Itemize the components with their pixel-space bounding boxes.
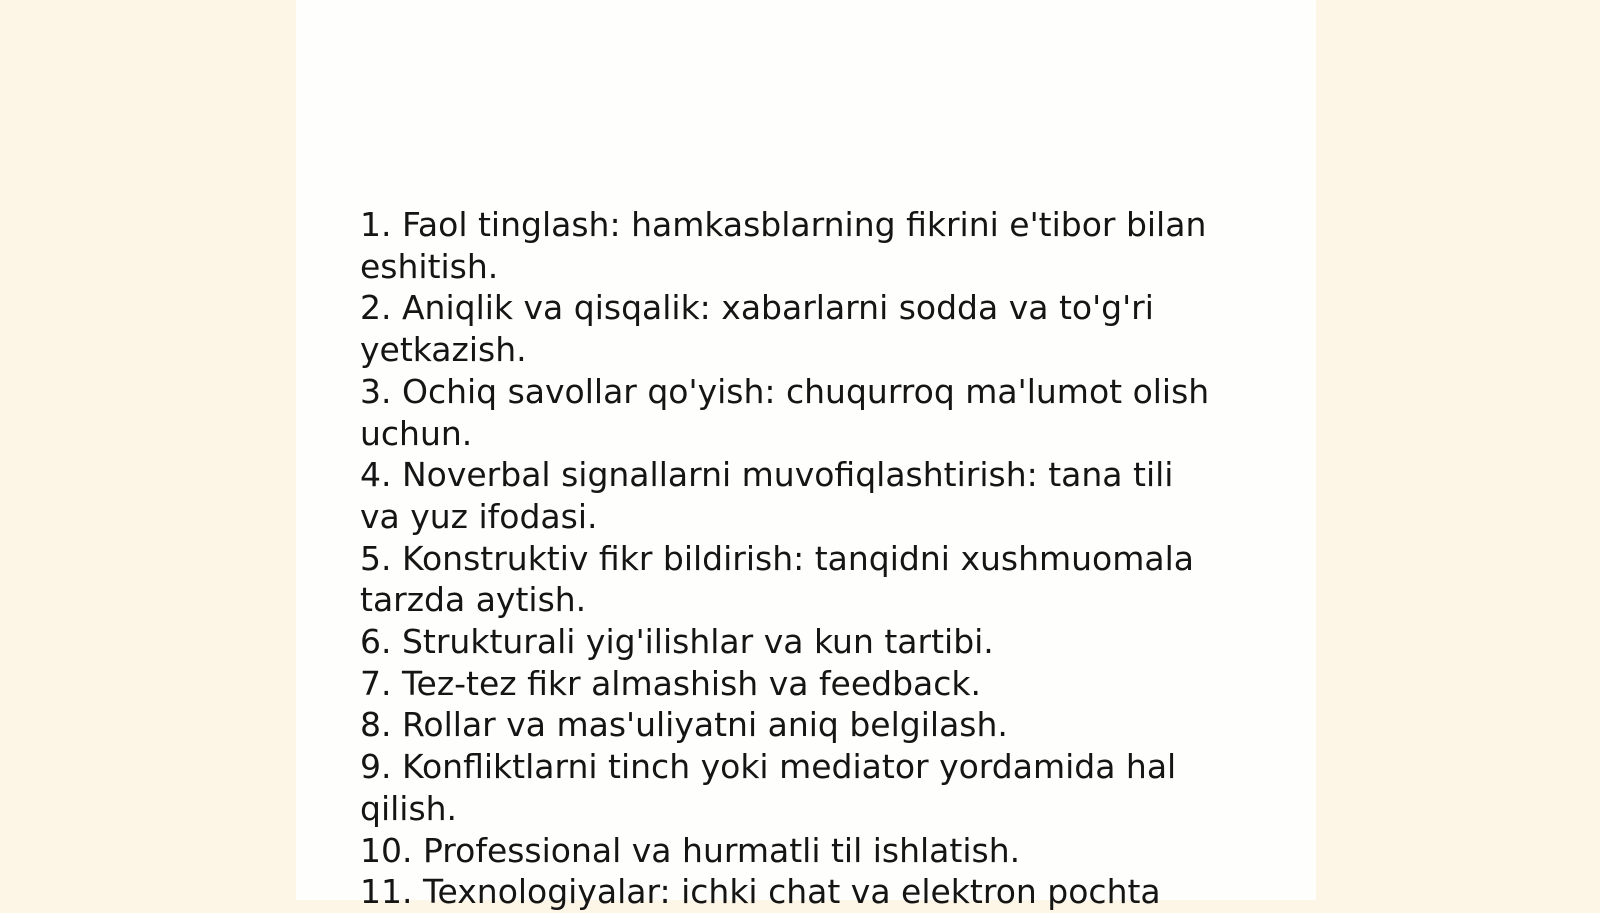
list-item: 7. Tez-tez fikr almashish va feedback.	[360, 663, 982, 703]
list-item: 11. Texnologiyalar: ichki chat va elektron pochta	[360, 872, 1161, 912]
list-item: 9. Konfliktlarni tinch yoki mediator yordamida hal qilish.	[360, 747, 1177, 828]
list-item: 1. Faol tinglash: hamkasblarning fikrini e'tibor bilan eshitish.	[360, 205, 1207, 286]
list-item: 5. Konstruktiv fikr bildirish: tanqidni xushmuomala tarzda aytish.	[360, 538, 1195, 620]
list-item: 2. Aniqlik va qisqalik: xabarlarni sodda va to'g'ri yetkazish.	[360, 288, 1154, 370]
communication-tips-list	[360, 204, 1220, 913]
list-item: 10. Professional va hurmatli til ishlatish.	[360, 830, 1021, 870]
document-page	[296, 0, 1316, 912]
list-item: 6. Strukturali yig'ilishlar va kun tartibi.	[360, 622, 994, 662]
list-item: 4. Noverbal signallarni muvofiqlashtirish: tana tili va yuz ifodasi.	[360, 455, 1174, 536]
list-item: 3. Ochiq savollar qo'yish: chuqurroq ma'lumot olish uchun.	[360, 371, 1210, 453]
list-item: 8. Rollar va mas'uliyatni aniq belgilash.	[360, 705, 1008, 745]
